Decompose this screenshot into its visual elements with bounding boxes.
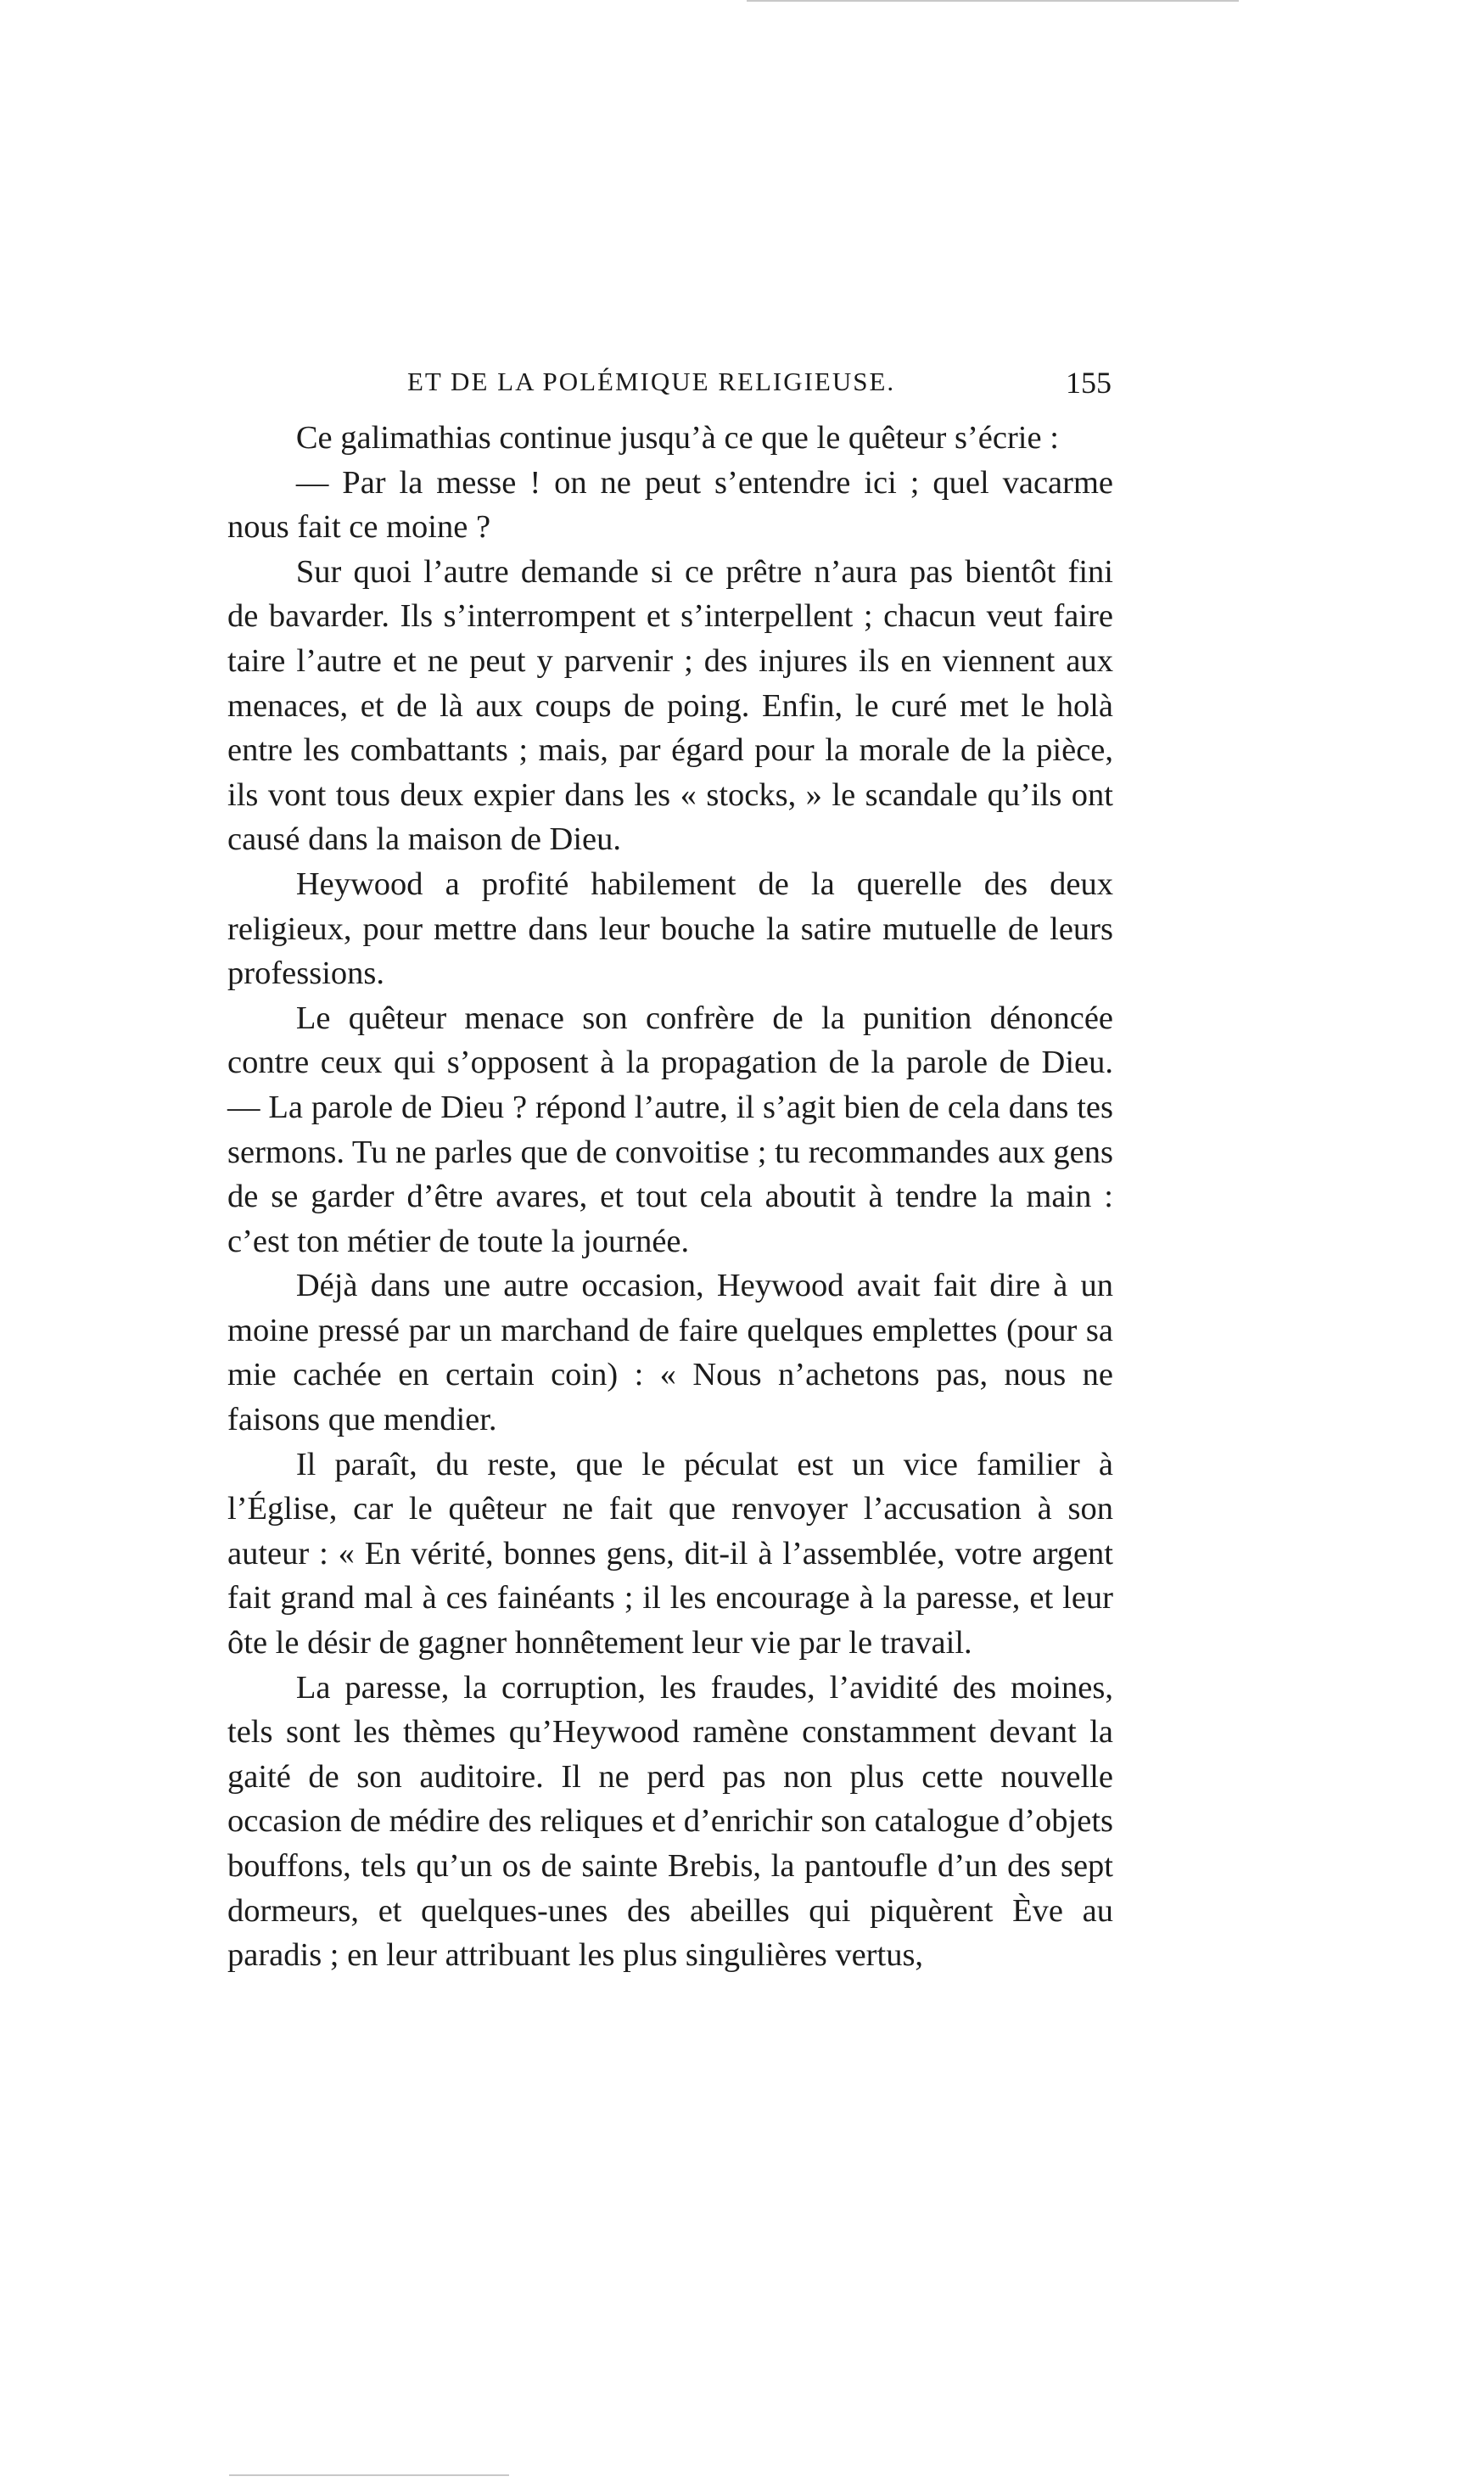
paragraph-1: Ce galimathias continue jusqu’à ce que le quêteur s’écrie : — [295, 420, 1059, 456]
running-title: ET DE LA POLÉMIQUE RELIGIEUSE. — [407, 367, 896, 396]
body-text — [227, 416, 1113, 1978]
paragraph-5: Le quêteur menace son confrère de la punition dénoncée contre ceux qui s’opposent à la propagation de la parole de Dieu. — La parole de Dieu ? répond l’autre, il s’agit bien de cela dans tes sermons. Tu ne parles que de convoitise ; tu recommandes aux gens de se garder d’être avares, et tout cela aboutit à tendre la main : c’est ton métier de toute la journée. — [227, 1000, 1113, 1259]
paragraph-4: Heywood a profité habilement de la querelle des deux religieux, pour mettre dans leur bouche la satire mutuelle de leurs professions. — [227, 866, 1113, 992]
top-scan-edge — [747, 0, 1239, 2]
page-number: 155 — [1066, 366, 1112, 400]
paragraph-7: Il paraît, du reste, que le péculat est un vice familier à l’Église, car le quêteur ne fait que renvoyer l’accusation à son auteur : « En vérité, bonnes gens, dit-il à l’assemblée, votre argent fait grand mal à ces fainéants ; il les encourage à la paresse, et leur ôte le désir de gagner honnêtement leur vie par le travail. — [227, 1446, 1113, 1661]
paragraph-3: Sur quoi l’autre demande si ce prêtre n’aura pas bientôt fini de bavarder. Ils s’interrompent et s’interpellent ; chacun veut faire taire l’autre et ne peut y parvenir ; des injures ils en viennent aux menaces, et de là aux coups de poing. Enfin, le curé met le holà entre les combattants ; mais, par égard pour la morale de la pièce, ils vont tous deux expier dans les « stocks, » le scandale qu’ils ont causé dans la maison de Dieu. — [227, 553, 1113, 858]
bottom-scan-edge — [229, 2474, 509, 2476]
paragraph-6: Déjà dans une autre occasion, Heywood avait fait dire à un moine pressé par un marchand de faire quelques emplettes (pour sa mie cachée en certain coin) : « Nous n’achetons pas, nous ne faisons que mendier. — [227, 1268, 1113, 1438]
paragraph-8: La paresse, la corruption, les fraudes, l’avidité des moines, tels sont les thèmes qu’Heywood ramène constamment devant la gaité de son auditoire. Il ne perd pas non plus cette nouvelle occasion de médire des reliques et d’enrichir son catalogue d’objets bouffons, tels qu’un os de sainte Brebis, la pantoufle d’un des sept dormeurs, et quelques-unes des abeilles qui piquèrent Ève au paradis ; en leur attribuant les plus singulières vertus, — [227, 1669, 1113, 1974]
page-header — [229, 367, 1112, 407]
paragraph-2: — Par la messe ! on ne peut s’entendre ici ; quel vacarme nous fait ce moine ? — [227, 464, 1113, 546]
